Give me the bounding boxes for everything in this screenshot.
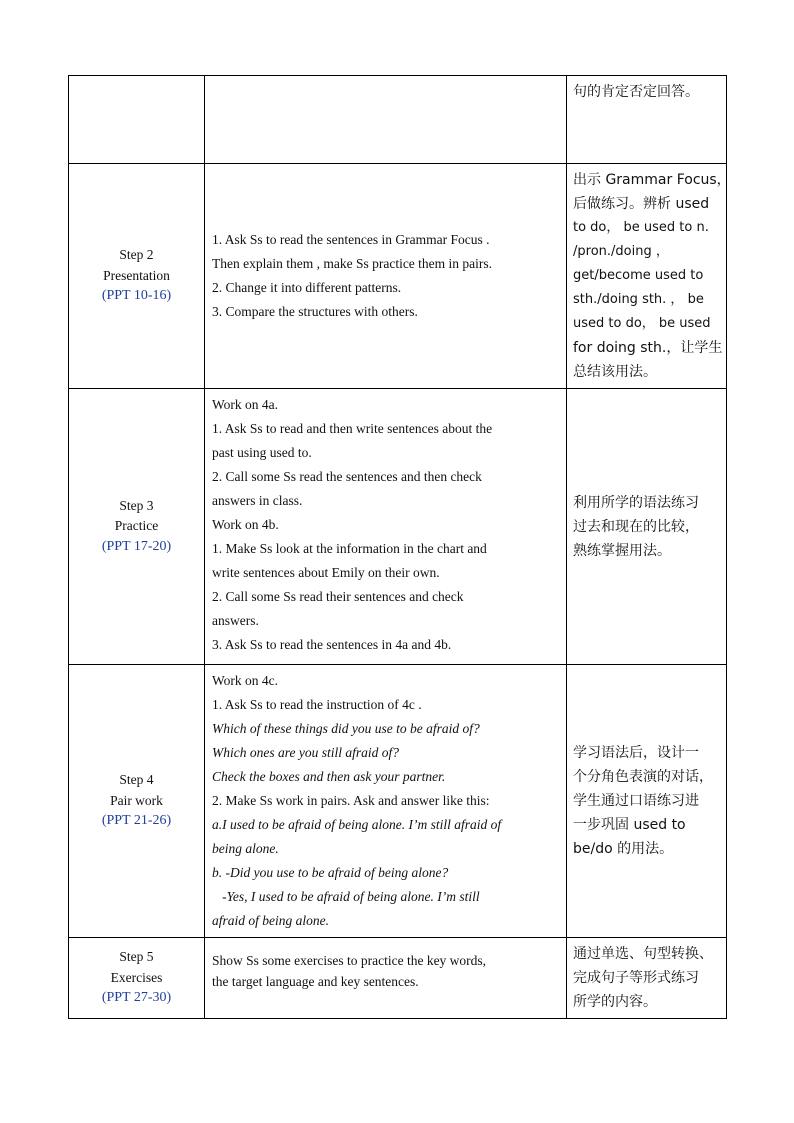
note-line: sth./doing sth. ， be	[573, 292, 704, 307]
note-cell	[567, 665, 727, 938]
activity-cell	[205, 164, 567, 389]
activity-cell	[205, 938, 567, 1019]
activity-line: 1. Make Ss look at the information in the chart and	[212, 541, 487, 556]
activity-line: Work on 4a.	[212, 397, 279, 412]
step-number: Step 3	[119, 497, 154, 513]
step-number: Step 2	[119, 247, 154, 263]
ppt-range: (PPT 17-20)	[101, 538, 172, 554]
table-row	[69, 665, 727, 938]
activity-line: write sentences about Emily on their own.	[212, 565, 440, 580]
note-line: 过去和现在的比较，	[573, 518, 699, 535]
activity-line: past using used to.	[212, 445, 312, 460]
note-line: 利用所学的语法练习	[573, 494, 699, 511]
ppt-range: (PPT 21-26)	[101, 813, 172, 829]
ppt-range: (PPT 27-30)	[101, 990, 172, 1006]
note-cell	[567, 389, 727, 665]
step-cell	[69, 938, 205, 1019]
activity-line: Work on 4b.	[212, 517, 279, 532]
activity-line: 1. Ask Ss to read the instruction of 4c .	[212, 697, 422, 712]
activity-line: answers.	[212, 613, 259, 628]
note-line: 熟练掌握用法。	[573, 542, 671, 559]
step-number: Step 4	[119, 772, 154, 788]
step-name: Pair work	[110, 792, 163, 808]
note-line: 所学的内容。	[573, 994, 657, 1010]
activity-line: Show Ss some exercises to practice the key words,	[212, 953, 487, 968]
table-row	[69, 389, 727, 665]
step-name: Practice	[114, 518, 159, 534]
note-line: for doing sth.，让学生	[573, 340, 723, 356]
activity-line: 2. Call some Ss read their sentences and check	[212, 589, 464, 604]
note-cell	[567, 76, 727, 164]
step-name: Presentation	[103, 267, 170, 283]
activity-line: Which ones are you still afraid of?	[212, 745, 399, 760]
activity-cell	[205, 665, 567, 938]
note-cell	[567, 938, 727, 1019]
note-line: be/do 的用法。	[573, 841, 674, 857]
note-line: 个分角色表演的对话，	[573, 769, 713, 785]
step-number: Step 5	[119, 949, 154, 965]
note-line: 学生通过口语练习进	[573, 793, 699, 809]
note-line: 后做练习。辨析 used	[573, 196, 710, 212]
table-row	[69, 164, 727, 389]
activity-line: -Yes, I used to be afraid of being alone. I’m still	[212, 889, 480, 904]
note-line: /pron./doing ，	[573, 244, 669, 259]
activity-cell	[205, 76, 567, 164]
note-line: get/become used to	[573, 268, 704, 283]
note-cell	[567, 164, 731, 389]
activity-line: a.I used to be afraid of being alone. I’m still afraid of	[212, 817, 502, 832]
note-line: 完成句子等形式练习	[573, 970, 699, 986]
activity-line: Then explain them , make Ss practice them in pairs.	[212, 256, 493, 271]
step-cell	[69, 76, 205, 164]
activity-line: 3. Ask Ss to read the sentences in 4a and 4b.	[212, 637, 452, 652]
note-line: 总结该用法。	[573, 364, 657, 380]
note-line: 通过单选、句型转换、	[573, 946, 713, 962]
activity-line: 1. Ask Ss to read and then write sentences about the	[212, 421, 493, 436]
activity-line: answers in class.	[212, 493, 303, 508]
note-line: to do， be used to n.	[573, 220, 709, 235]
step-cell	[69, 665, 205, 938]
step-cell	[69, 389, 205, 665]
activity-line: being alone.	[212, 841, 279, 856]
activity-line: Work on 4c.	[212, 673, 279, 688]
activity-line: 2. Call some Ss read the sentences and then check	[212, 469, 482, 484]
activity-line: 1. Ask Ss to read the sentences in Grammar Focus .	[212, 232, 490, 247]
activity-line: 2. Change it into different patterns.	[212, 280, 402, 295]
note-line: 出示 Grammar Focus，	[573, 172, 731, 188]
note-line: 学习语法后，设计一	[573, 745, 699, 761]
table-row	[69, 938, 727, 1019]
activity-line: Check the boxes and then ask your partner.	[212, 769, 446, 784]
activity-cell	[205, 389, 567, 665]
activity-line: 2. Make Ss work in pairs. Ask and answer like this:	[212, 793, 490, 808]
note-line: used to do， be used	[573, 316, 711, 331]
ppt-range: (PPT 10-16)	[101, 288, 172, 304]
step-name: Exercises	[110, 969, 163, 985]
activity-line: afraid of being alone.	[212, 913, 329, 928]
table-row	[69, 76, 727, 164]
activity-line: 3. Compare the structures with others.	[212, 304, 418, 319]
note-line: 一步巩固 used to	[573, 817, 686, 833]
lesson-plan-table	[68, 75, 731, 1019]
activity-line: b. -Did you use to be afraid of being alone?	[212, 865, 449, 880]
activity-line: the target language and key sentences.	[212, 974, 419, 989]
step-cell	[69, 164, 205, 389]
note-line: 句的肯定否定回答。	[573, 84, 699, 100]
activity-line: Which of these things did you use to be afraid of?	[212, 721, 480, 736]
